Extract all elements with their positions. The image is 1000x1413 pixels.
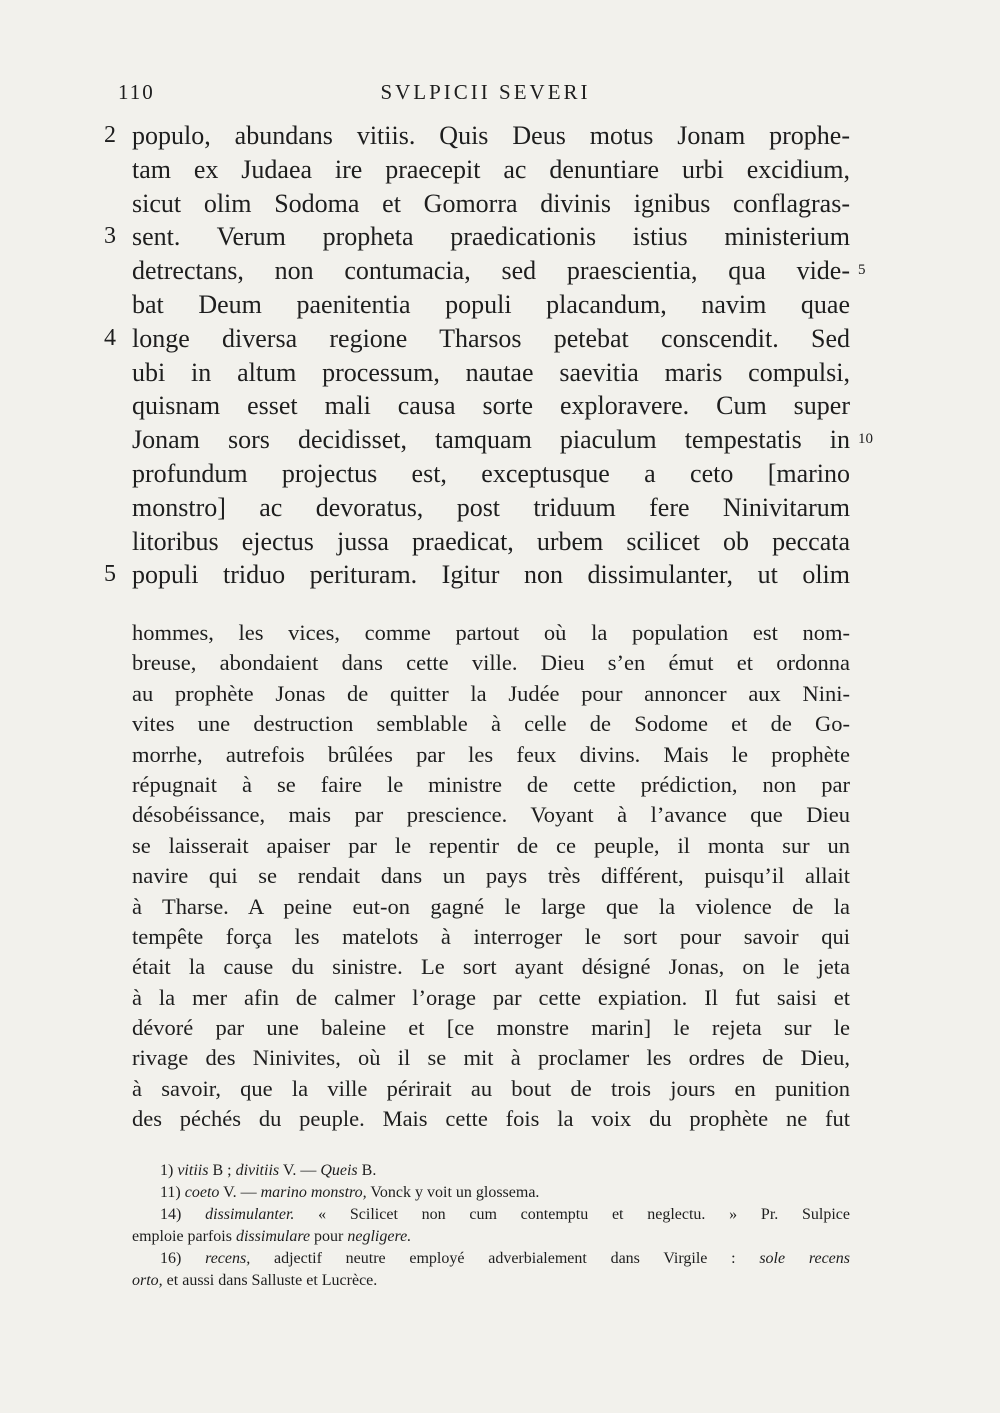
latin-line [0, 491, 1000, 525]
footnote-14-continued: emploie parfois dissimulare pour negligere. [132, 1228, 412, 1245]
latin-line [0, 153, 1000, 187]
french-line: hommes, les vices, comme partout où la population est nom- [132, 620, 850, 645]
latin-line [0, 423, 1000, 457]
french-translation-block [132, 618, 850, 1135]
latin-line [0, 457, 1000, 491]
latin-line-text: populo, abundans vitiis. Quis Deus motus Jonam prophe- [132, 121, 850, 150]
french-line: vites une destruction semblable à celle de Sodome et de Go- [132, 711, 850, 737]
line-number: 10 [858, 431, 873, 448]
section-number: 4 [104, 324, 116, 351]
latin-line [0, 356, 1000, 390]
french-line: dévoré par une baleine et [ce monstre marin] le rejeta sur le [132, 1015, 850, 1041]
french-line: navire qui se rendait dans un pays très différent, puisqu’il allait [132, 863, 850, 889]
french-line: des péchés du peuple. Mais cette fois la voix du prophète ne fut [132, 1106, 850, 1132]
latin-line [0, 558, 1000, 592]
footnote-16-continued: orto, et aussi dans Salluste et Lucrèce. [132, 1272, 378, 1289]
french-line: morrhe, autrefois brûlées par les feux divins. Mais le prophète [132, 741, 850, 767]
latin-line-text: sent. Verum propheta praedicationis istius ministerium [132, 222, 850, 252]
latin-line [0, 389, 1000, 423]
line-number: 5 [858, 262, 866, 279]
latin-line [0, 119, 1000, 153]
french-line: répugnait à se faire le ministre de cette prédiction, non par [132, 771, 850, 797]
french-line: au prophète Jonas de quitter la Judée pour annoncer aux Nini- [132, 680, 850, 706]
french-line: à savoir, que la ville périrait au bout de trois jours en punition [132, 1075, 850, 1101]
latin-line-text: bat Deum paenitentia populi placandum, navim quae [132, 289, 850, 319]
latin-line-text: litoribus ejectus jussa praedicat, urbem scilicet ob peccata [132, 526, 850, 556]
latin-line-text: Jonam sors decidisset, tamquam piaculum tempestatis in [132, 425, 850, 455]
footnote-ref: 14) [160, 1206, 182, 1223]
latin-line-text: sicut olim Sodoma et Gomorra divinis ignibus conflagras- [132, 188, 850, 218]
latin-line [0, 187, 1000, 221]
french-line: à Tharse. A peine eut-on gagné le large que la violence de la [132, 893, 850, 919]
section-number: 2 [104, 122, 116, 148]
latin-line-text: monstro] ac devoratus, post triduum fere Ninivitarum [132, 492, 850, 522]
footnote-16: 16) recens, adjectif neutre employé adverbialement dans Virgile : sole recens [160, 1250, 850, 1267]
section-number: 3 [104, 223, 116, 250]
page-number: 110 [118, 80, 155, 104]
latin-line [0, 525, 1000, 559]
footnote-ref: 1) [160, 1162, 174, 1179]
french-line: à la mer afin de calmer l’orage par cette expiation. Il fut saisi et [132, 984, 850, 1010]
latin-line [0, 288, 1000, 322]
latin-line-text: tam ex Judaea ire praecepit ac denuntiare urbi excidium, [132, 154, 850, 184]
latin-line-text: quisnam esset mali causa sorte exploravere. Cum super [132, 391, 850, 421]
french-line: tempête força les matelots à interroger le sort pour savoir qui [132, 923, 850, 949]
latin-line-text: ubi in altum processum, nautae saevitia maris compulsi, [132, 357, 850, 387]
latin-line-text: longe diversa regione Tharsos petebat conscendit. Sed [132, 323, 850, 353]
footnotes [132, 1160, 850, 1292]
latin-line-text: detrectans, non contumacia, sed praescientia, qua vide- [132, 256, 850, 286]
latin-line [0, 254, 1000, 288]
section-number: 5 [104, 561, 116, 588]
running-head: SVLPICII SEVERI [380, 80, 591, 104]
footnote-ref: 16) [160, 1250, 182, 1267]
latin-line-text: populi triduo perituram. Igitur non dissimulanter, ut olim [132, 560, 850, 590]
page-header [118, 80, 853, 110]
footnote-1: 1) vitiis B ; divitiis V. — Queis B. [160, 1162, 377, 1179]
french-line: rivage des Ninivites, où il se mit à proclamer les ordres de Dieu, [132, 1045, 850, 1071]
latin-line [0, 220, 1000, 254]
french-line: se laisserait apaiser par le repentir de ce peuple, il monta sur un [132, 832, 850, 858]
footnote-ref: 11) [160, 1184, 181, 1201]
french-line: breuse, abondaient dans cette ville. Dieu s’en émut et ordonna [132, 650, 850, 676]
footnote-14: 14) dissimulanter. « Scilicet non cum contemptu et neglectu. » Pr. Sulpice [160, 1206, 850, 1223]
latin-line [0, 322, 1000, 356]
french-line: était la cause du sinistre. Le sort ayant désigné Jonas, on le jeta [132, 954, 850, 980]
latin-line-text: profundum projectus est, exceptusque a ceto [marino [132, 458, 850, 488]
french-line: désobéissance, mais par prescience. Voyant à l’avance que Dieu [132, 802, 850, 828]
latin-text-block [0, 119, 1000, 592]
footnote-11: 11) coeto V. — marino monstro, Vonck y voit un glossema. [160, 1184, 540, 1201]
